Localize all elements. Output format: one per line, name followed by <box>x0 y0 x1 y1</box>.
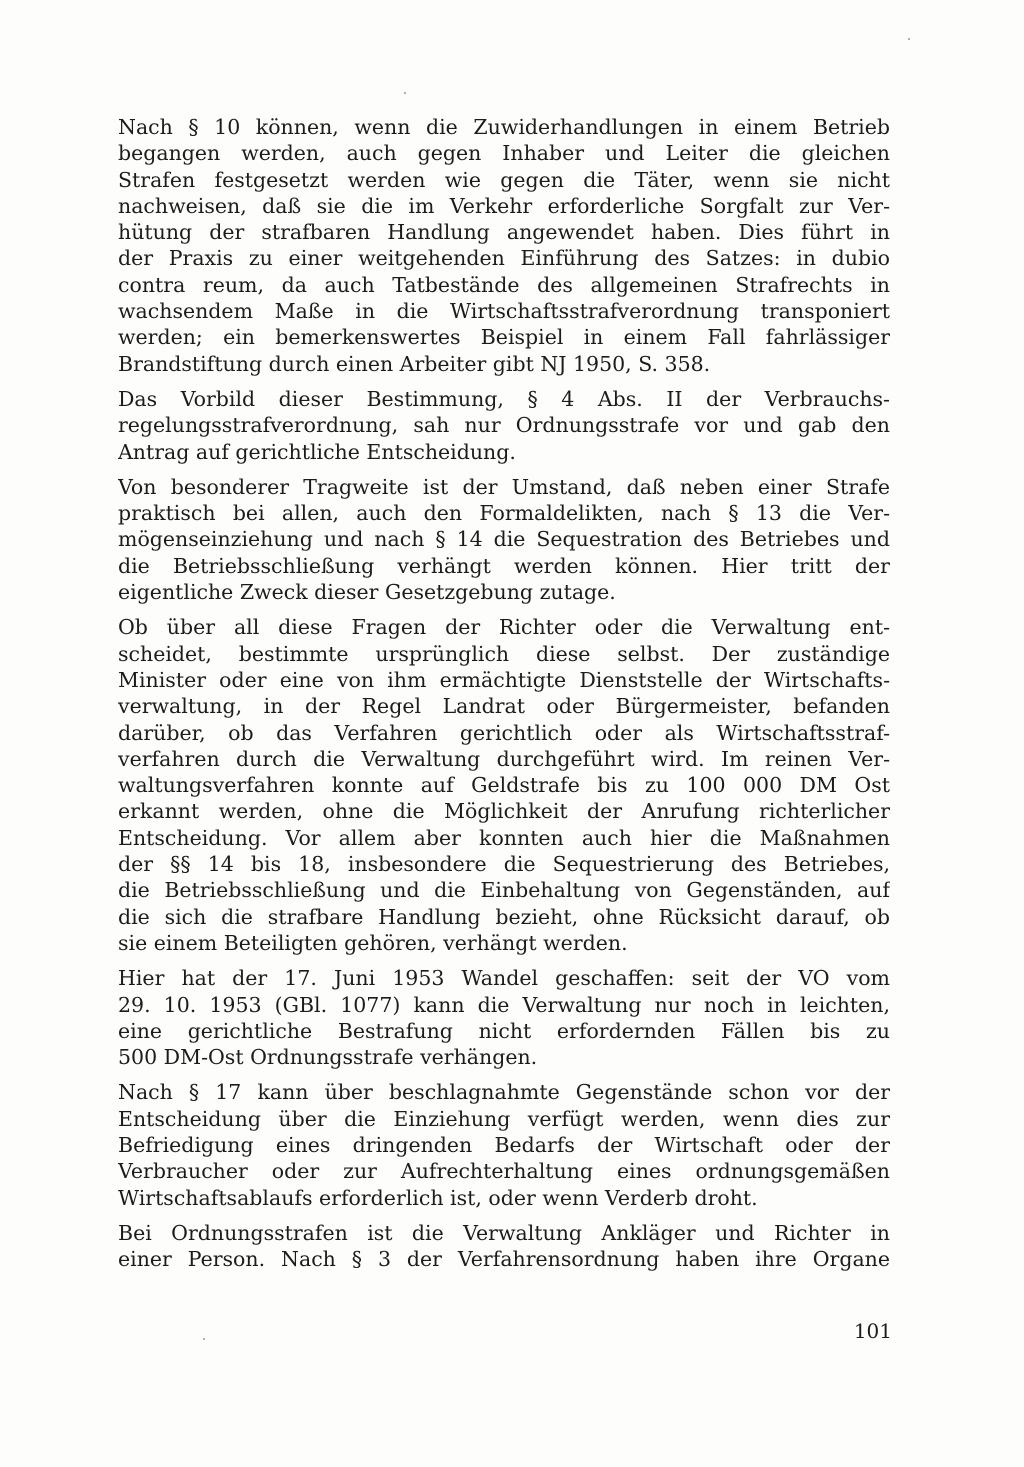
text-line: contra reum, da auch Tatbestände des allgemeinen Strafrechts in <box>118 272 890 297</box>
text-line: verfahren durch die Verwaltung durchgeführt wird. Im reinen Ver- <box>118 746 890 771</box>
text-line: Verbraucher oder zur Aufrechterhaltung eines ordnungsgemäßen <box>118 1159 890 1184</box>
scan-speck <box>404 92 406 94</box>
text-line: Nach § 10 können, wenn die Zuwiderhandlungen in einem Betrieb <box>118 115 890 139</box>
text-line: die sich die strafbare Handlung bezieht, ohne Rücksicht darauf, ob <box>118 904 890 929</box>
scan-speck <box>908 38 910 40</box>
paragraph <box>118 114 890 377</box>
text-line: praktisch bei allen, auch den Formaldelikten, nach § 13 die Ver- <box>118 501 890 526</box>
text-line: wachsendem Maße in die Wirtschaftsstrafverordnung transponiert <box>118 299 890 324</box>
text-line: der Praxis zu einer weitgehenden Einführung des Satzes: in dubio <box>118 246 890 271</box>
page-number: 101 <box>853 1319 892 1343</box>
text-line: sie einem Beteiligten gehören, verhängt werden. <box>118 930 628 955</box>
text-line: hütung der strafbaren Handlung angewendet haben. Dies führt in <box>118 220 890 245</box>
paragraph <box>118 1079 890 1210</box>
text-line: Entscheidung über die Einziehung verfügt werden, wenn dies zur <box>118 1106 890 1131</box>
text-line: waltungsverfahren konnte auf Geldstrafe bis zu 100 000 DM Ost <box>118 773 890 798</box>
text-line: begangen werden, auch gegen Inhaber und Leiter die gleichen <box>118 141 890 166</box>
text-line: Antrag auf gerichtliche Entscheidung. <box>118 439 516 464</box>
text-line: eigentliche Zweck dieser Gesetzgebung zutage. <box>118 580 616 605</box>
paragraph <box>118 386 890 465</box>
text-line: darüber, ob das Verfahren gerichtlich oder als Wirtschaftsstraf- <box>118 720 890 745</box>
text-line: Wirtschaftsablaufs erforderlich ist, oder wenn Verderb droht. <box>118 1185 758 1210</box>
text-line: Ob über all diese Fragen der Richter oder die Verwaltung ent- <box>118 615 890 640</box>
text-line: verwaltung, in der Regel Landrat oder Bürgermeister, befanden <box>118 694 890 719</box>
paragraph <box>118 614 890 956</box>
text-line: Nach § 17 kann über beschlagnahmte Gegenstände schon vor der <box>118 1080 890 1105</box>
paragraph <box>118 1220 890 1273</box>
text-line: erkannt werden, ohne die Möglichkeit der Anrufung richterlicher <box>118 799 890 824</box>
text-line: 500 DM-Ost Ordnungsstrafe verhängen. <box>118 1045 538 1070</box>
text-line: nachweisen, daß sie die im Verkehr erforderliche Sorgfalt zur Ver- <box>118 193 890 218</box>
text-line: Bei Ordnungsstrafen ist die Verwaltung Ankläger und Richter in <box>118 1220 890 1245</box>
scan-speck <box>203 1338 205 1340</box>
text-line: Hier hat der 17. Juni 1953 Wandel geschaffen: seit der VO vom <box>118 966 890 991</box>
paragraph <box>118 474 890 605</box>
text-line: die Betriebsschließung und die Einbehaltung von Gegenständen, auf <box>118 878 890 903</box>
paragraph <box>118 965 890 1070</box>
text-line: der §§ 14 bis 18, insbesondere die Sequestrierung des Betriebes, <box>118 852 890 877</box>
text-line: Entscheidung. Vor allem aber konnten auch hier die Maßnahmen <box>118 825 890 850</box>
text-line: regelungsstrafverordnung, sah nur Ordnungsstrafe vor und gab den <box>118 413 890 438</box>
text-line: 29. 10. 1953 (GBl. 1077) kann die Verwaltung nur noch in leichten, <box>118 992 890 1017</box>
text-line: Minister oder eine von ihm ermächtigte Dienststelle der Wirtschafts- <box>118 667 890 692</box>
body-text <box>118 114 890 1281</box>
text-line: Brandstiftung durch einen Arbeiter gibt NJ 1950, S. 358. <box>118 351 711 376</box>
text-line: scheidet, bestimmte ursprünglich diese selbst. Der zuständige <box>118 641 890 666</box>
text-line: die Betriebsschließung verhängt werden können. Hier tritt der <box>118 553 890 578</box>
text-line: werden; ein bemerkenswertes Beispiel in einem Fall fahrlässiger <box>118 325 890 350</box>
text-line: Strafen festgesetzt werden wie gegen die Täter, wenn sie nicht <box>118 167 890 192</box>
text-line: Von besonderer Tragweite ist der Umstand, daß neben einer Strafe <box>118 474 890 499</box>
text-line: einer Person. Nach § 3 der Verfahrensordnung haben ihre Organe <box>118 1247 890 1272</box>
text-line: eine gerichtliche Bestrafung nicht erfordernden Fällen bis zu <box>118 1018 890 1043</box>
text-line: Befriedigung eines dringenden Bedarfs der Wirtschaft oder der <box>118 1132 890 1157</box>
text-line: mögenseinziehung und nach § 14 die Sequestration des Betriebes und <box>118 527 890 552</box>
text-line: Das Vorbild dieser Bestimmung, § 4 Abs. II der Verbrauchs- <box>118 386 890 411</box>
